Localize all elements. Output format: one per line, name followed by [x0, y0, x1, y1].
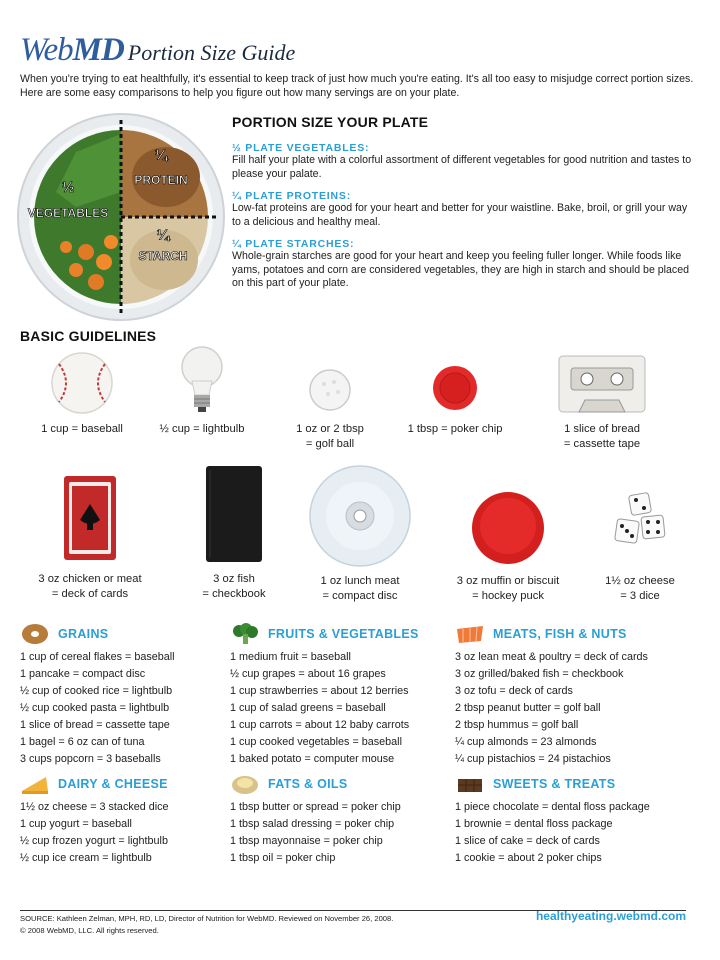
plate-section-vegetables — [232, 142, 692, 181]
site-link[interactable]: healthyeating.webmd.com — [535, 909, 686, 923]
list-item: 1 pancake = compact disc — [20, 668, 146, 680]
plate-label-protein: PROTEIN — [134, 173, 188, 187]
guide-label: 3 oz fish — [213, 573, 255, 585]
plate-section-title: ¼ PLATE STARCHES: — [232, 238, 355, 250]
lightbulb-icon — [177, 345, 227, 416]
guide-lightbulb — [142, 345, 262, 437]
guide-label: 1 oz lunch meat — [320, 575, 400, 587]
guide-label: = 3 dice — [620, 590, 660, 602]
list-item: ¼ cup almonds = 23 almonds — [455, 736, 597, 748]
plate-label-vegetables: VEGETABLES — [27, 206, 109, 220]
list-item: 3 oz grilled/baked fish = checkbook — [455, 668, 624, 680]
list-item: ½ cup ice cream = lightbulb — [20, 852, 152, 864]
guide-golf-ball — [270, 364, 390, 452]
category-title: DAIRY & CHEESE — [58, 777, 168, 791]
list-item: 1 cup carrots = about 12 baby carrots — [230, 719, 410, 731]
category-list — [230, 799, 455, 867]
guide-label: ½ cup = lightbulb — [159, 423, 245, 435]
source-text: SOURCE: Kathleen Zelman, MPH, RD, LD, Director of Nutrition for WebMD. Reviewed on November 26, 2008. — [20, 914, 394, 923]
guide-label: 1 cup = baseball — [41, 423, 123, 435]
list-item: ½ cup frozen yogurt = lightbulb — [20, 835, 168, 847]
dice-icon — [610, 490, 670, 568]
category-list — [230, 649, 455, 768]
footer-source — [20, 913, 540, 937]
plate-label-starch: STARCH — [138, 249, 188, 263]
copyright-text: © 2008 WebMD, LLC. All rights reserved. — [20, 926, 159, 935]
list-item: 1 tbsp salad dressing = poker chip — [230, 818, 395, 830]
guide-label: 3 oz chicken or meat — [38, 573, 142, 585]
golf-ball-icon — [308, 364, 352, 416]
list-item: 1 medium fruit = baseball — [230, 651, 351, 663]
category-list — [20, 649, 245, 768]
list-item: ½ cup of cooked rice = lightbulb — [20, 685, 173, 697]
category-title: FATS & OILS — [268, 777, 348, 791]
plate-section-title: ½ PLATE VEGETABLES: — [232, 142, 370, 154]
list-item: 2 tbsp peanut butter = golf ball — [455, 702, 601, 714]
plate-section-text: Whole-grain starches are good for your heart and keep you feeling fuller longer. While foods like yams, potatoes and corn are considered vegetables, they are high in starch and should be placed on this part of your plate. — [232, 250, 690, 289]
guide-label: = compact disc — [322, 590, 398, 602]
category-meats-fish-nuts — [455, 622, 695, 768]
list-item: 1 tbsp mayonnaise = poker chip — [230, 835, 383, 847]
guide-label: = checkbook — [202, 588, 266, 600]
list-item: 1 cup of salad greens = baseball — [230, 702, 386, 714]
deck-of-cards-icon — [62, 474, 118, 566]
list-item: 1 cup cooked vegetables = baseball — [230, 736, 402, 748]
list-item: ½ cup grapes = about 16 grapes — [230, 668, 386, 680]
category-list — [455, 649, 695, 768]
category-sweets-treats — [455, 772, 695, 867]
guide-label: = deck of cards — [51, 588, 129, 600]
plate-heading: PORTION SIZE YOUR PLATE — [232, 114, 429, 130]
broccoli-icon — [230, 623, 260, 645]
category-title: FRUITS & VEGETABLES — [268, 627, 419, 641]
guide-label: = golf ball — [305, 438, 355, 450]
guide-checkbook — [172, 464, 296, 602]
plate-info — [232, 114, 692, 300]
plate-label-protein-frac: ¼ — [154, 147, 168, 164]
list-item: 3 oz lean meat & poultry = deck of cards — [455, 651, 648, 663]
page-title: Portion Size Guide — [127, 40, 296, 65]
hockey-puck-icon — [470, 488, 546, 568]
guide-baseball — [22, 350, 142, 437]
category-list — [455, 799, 695, 867]
intro-paragraph: When you're trying to eat healthfully, it's essential to keep track of just how much you're eating. It's all too easy to misjudge correct portion sizes. Here are some easy comparisons to help you figure out how many servings are on your plate. — [20, 73, 694, 99]
guide-label: 1 slice of bread — [564, 423, 640, 435]
guide-label: 1 tbsp = poker chip — [407, 423, 503, 435]
plate-illustration — [16, 112, 226, 322]
guide-poker-chip — [393, 360, 517, 437]
guide-label: 3 oz muffin or biscuit — [456, 575, 560, 587]
list-item: 1½ oz cheese = 3 stacked dice — [20, 801, 169, 813]
guide-cassette-tape — [540, 352, 664, 452]
category-grains — [20, 622, 245, 768]
list-item: 1 cup strawberries = about 12 berries — [230, 685, 409, 697]
list-item: 1 cup of cereal flakes = baseball — [20, 651, 175, 663]
list-item: 2 tbsp hummus = golf ball — [455, 719, 579, 731]
category-fats-oils — [230, 772, 455, 867]
category-title: SWEETS & TREATS — [493, 777, 616, 791]
plate-section-text: Low-fat proteins are good for your heart and better for your waistline. Bake, broil, or grill your way to a delicious and healthy meal. — [232, 202, 688, 228]
plate-label-veg-frac: ½ — [61, 179, 75, 196]
cheese-icon — [20, 773, 50, 795]
category-fruits-vegetables — [230, 622, 455, 768]
checkbook-icon — [204, 464, 264, 566]
list-item: 1 brownie = dental floss package — [455, 818, 613, 830]
list-item: 1 cup yogurt = baseball — [20, 818, 132, 830]
guide-label: = hockey puck — [472, 590, 544, 602]
list-item: 3 cups popcorn = 3 baseballs — [20, 753, 161, 765]
page-header — [20, 32, 295, 72]
brand-logo-web: Web — [20, 32, 73, 68]
list-item: 1 bagel = 6 oz can of tuna — [20, 736, 145, 748]
list-item: 1 piece chocolate = dental floss package — [455, 801, 650, 813]
basic-guidelines-heading: BASIC GUIDELINES — [20, 328, 157, 344]
plate-icon — [16, 112, 226, 322]
guide-label: 1½ oz cheese — [605, 575, 675, 587]
compact-disc-icon — [308, 464, 412, 568]
plate-section-text: Fill half your plate with a colorful assortment of different vegetables for good nutrition and tastes to please your palate. — [232, 154, 692, 180]
salmon-icon — [455, 623, 485, 645]
list-item: 1 cookie = about 2 poker chips — [455, 852, 602, 864]
guide-compact-disc — [298, 464, 422, 604]
guide-label: 1 oz or 2 tbsp — [296, 423, 364, 435]
category-list — [20, 799, 245, 867]
guide-dice — [580, 490, 700, 604]
cassette-tape-icon — [557, 352, 647, 416]
guide-deck-of-cards — [20, 474, 160, 602]
category-title: MEATS, FISH & NUTS — [493, 627, 627, 641]
brand-logo-md: MD — [72, 32, 124, 68]
plate-section-starches — [232, 238, 692, 291]
plate-label-starch-frac: ¼ — [156, 227, 170, 244]
list-item: 1 baked potato = computer mouse — [230, 753, 395, 765]
list-item: ½ cup cooked pasta = lightbulb — [20, 702, 170, 714]
list-item: 1 tbsp oil = poker chip — [230, 852, 336, 864]
list-item: 1 slice of cake = deck of cards — [455, 835, 600, 847]
bagel-icon — [20, 623, 50, 645]
list-item: 1 tbsp butter or spread = poker chip — [230, 801, 401, 813]
list-item: ¼ cup pistachios = 24 pistachios — [455, 753, 611, 765]
plate-section-title: ¼ PLATE PROTEINS: — [232, 190, 351, 202]
list-item: 3 oz tofu = deck of cards — [455, 685, 573, 697]
chocolate-icon — [455, 773, 485, 795]
plate-section-proteins — [232, 190, 692, 229]
baseball-icon — [47, 350, 117, 416]
category-title: GRAINS — [58, 627, 109, 641]
list-item: 1 slice of bread = cassette tape — [20, 719, 170, 731]
category-dairy-cheese — [20, 772, 245, 867]
butter-icon — [230, 773, 260, 795]
guide-label: = cassette tape — [563, 438, 641, 450]
poker-chip-icon — [430, 360, 480, 416]
guide-hockey-puck — [438, 488, 578, 604]
